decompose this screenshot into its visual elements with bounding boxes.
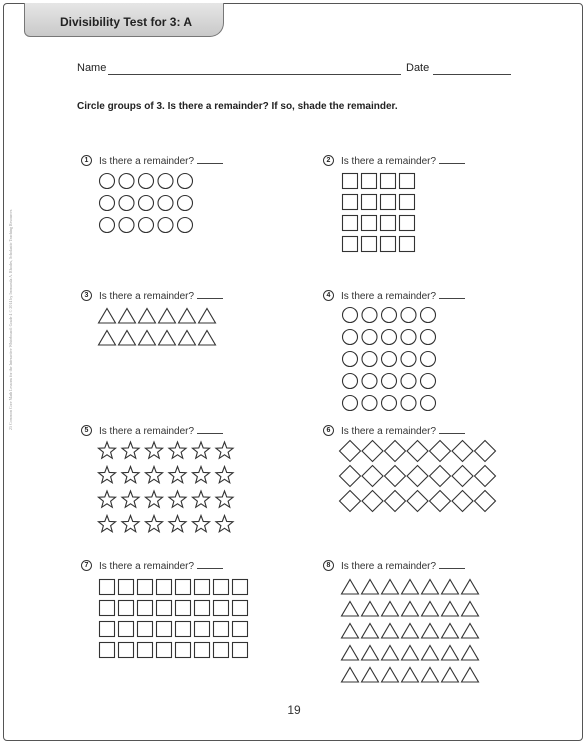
shape-grid-svg (96, 576, 251, 661)
triangle-shape[interactable] (382, 668, 399, 683)
triangle-shape[interactable] (342, 646, 359, 661)
circle-shape[interactable] (401, 374, 416, 389)
diamond-shape[interactable] (407, 491, 428, 512)
answer-blank[interactable] (439, 154, 465, 164)
star-shape[interactable] (122, 516, 139, 532)
square-shape[interactable] (157, 622, 172, 637)
square-shape[interactable] (343, 237, 358, 252)
triangle-shape[interactable] (462, 624, 479, 639)
diamond-shape[interactable] (362, 491, 383, 512)
diamond-shape[interactable] (430, 491, 451, 512)
star-shape[interactable] (192, 491, 209, 507)
shape-grid (342, 307, 439, 414)
date-field-line[interactable] (433, 74, 511, 75)
diamond-shape[interactable] (340, 491, 361, 512)
circle-shape[interactable] (119, 218, 134, 233)
triangle-shape[interactable] (422, 580, 439, 595)
star-shape[interactable] (98, 442, 115, 458)
remainder-question: Is there a remainder? (341, 154, 465, 167)
circle-shape[interactable] (382, 308, 397, 323)
circle-shape[interactable] (362, 396, 377, 411)
square-shape[interactable] (100, 580, 115, 595)
square-shape[interactable] (176, 622, 191, 637)
square-shape[interactable] (119, 643, 134, 658)
square-shape[interactable] (362, 174, 377, 189)
star-shape[interactable] (122, 491, 139, 507)
shape-grid (342, 443, 496, 512)
circle-shape[interactable] (158, 218, 173, 233)
square-shape[interactable] (233, 601, 248, 616)
square-shape[interactable] (400, 174, 415, 189)
date-label: Date (406, 62, 430, 74)
triangle-shape[interactable] (422, 668, 439, 683)
triangle-shape[interactable] (402, 624, 419, 639)
diamond-shape[interactable] (385, 466, 406, 487)
shape-grid-svg (339, 170, 418, 255)
square-shape[interactable] (176, 580, 191, 595)
circle-shape[interactable] (139, 174, 154, 189)
triangle-shape[interactable] (119, 331, 136, 346)
circle-shape[interactable] (178, 218, 193, 233)
triangle-shape[interactable] (362, 668, 379, 683)
triangle-shape[interactable] (442, 602, 459, 617)
answer-blank[interactable] (439, 289, 465, 299)
star-shape[interactable] (192, 516, 209, 532)
diamond-shape[interactable] (407, 466, 428, 487)
triangle-shape[interactable] (139, 331, 156, 346)
diamond-shape[interactable] (430, 466, 451, 487)
triangle-shape[interactable] (402, 668, 419, 683)
triangle-shape[interactable] (442, 646, 459, 661)
shape-grid (99, 579, 251, 661)
diamond-shape[interactable] (475, 491, 496, 512)
triangle-shape[interactable] (342, 602, 359, 617)
answer-blank[interactable] (439, 424, 465, 434)
triangle-shape[interactable] (402, 580, 419, 595)
shape-grid (99, 308, 218, 349)
triangle-shape[interactable] (362, 624, 379, 639)
square-shape[interactable] (100, 622, 115, 637)
triangle-shape[interactable] (342, 580, 359, 595)
circle-shape[interactable] (362, 352, 377, 367)
star-shape[interactable] (216, 442, 233, 458)
shape-grid-svg (96, 170, 196, 236)
triangle-shape[interactable] (462, 668, 479, 683)
answer-blank[interactable] (439, 559, 465, 569)
circle-shape[interactable] (421, 396, 436, 411)
copyright-credit: 25 Common Core Math Lessons for the Interactive Whiteboard: Grade 4 © 2014 by Immacula A. Rhodes, Scholastic Teaching Resources (8, 209, 13, 430)
square-shape[interactable] (176, 601, 191, 616)
circle-shape[interactable] (100, 174, 115, 189)
circle-shape[interactable] (178, 196, 193, 211)
problem-number-badge: 1 (81, 155, 92, 166)
triangle-shape[interactable] (199, 331, 216, 346)
triangle-shape[interactable] (342, 624, 359, 639)
problem-number-badge: 8 (323, 560, 334, 571)
name-field-line[interactable] (108, 74, 401, 75)
worksheet-title: Divisibility Test for 3: A (60, 15, 193, 29)
square-shape[interactable] (214, 643, 229, 658)
diamond-shape[interactable] (452, 466, 473, 487)
circle-shape[interactable] (401, 308, 416, 323)
triangle-shape[interactable] (99, 309, 116, 324)
triangle-shape[interactable] (362, 646, 379, 661)
square-shape[interactable] (214, 622, 229, 637)
triangle-shape[interactable] (442, 624, 459, 639)
triangle-shape[interactable] (362, 580, 379, 595)
square-shape[interactable] (157, 643, 172, 658)
problem-number-badge: 6 (323, 425, 334, 436)
diamond-shape[interactable] (340, 441, 361, 462)
triangle-shape[interactable] (99, 331, 116, 346)
square-shape[interactable] (157, 580, 172, 595)
instructions: Circle groups of 3. Is there a remainder? If so, shade the remainder. (77, 101, 398, 112)
triangle-shape[interactable] (402, 602, 419, 617)
square-shape[interactable] (100, 643, 115, 658)
circle-shape[interactable] (421, 308, 436, 323)
star-shape[interactable] (122, 442, 139, 458)
square-shape[interactable] (381, 237, 396, 252)
triangle-shape[interactable] (422, 646, 439, 661)
circle-shape[interactable] (158, 196, 173, 211)
square-shape[interactable] (214, 580, 229, 595)
circle-shape[interactable] (343, 374, 358, 389)
square-shape[interactable] (119, 580, 134, 595)
square-shape[interactable] (214, 601, 229, 616)
star-shape[interactable] (145, 516, 162, 532)
triangle-shape[interactable] (382, 580, 399, 595)
circle-shape[interactable] (119, 196, 134, 211)
circle-shape[interactable] (382, 396, 397, 411)
circle-shape[interactable] (343, 330, 358, 345)
triangle-shape[interactable] (179, 331, 196, 346)
triangle-shape[interactable] (462, 646, 479, 661)
remainder-question: Is there a remainder? (341, 289, 465, 302)
page-border (3, 3, 583, 741)
square-shape[interactable] (400, 237, 415, 252)
square-shape[interactable] (119, 622, 134, 637)
circle-shape[interactable] (382, 374, 397, 389)
star-shape[interactable] (98, 467, 115, 483)
star-shape[interactable] (192, 467, 209, 483)
triangle-shape[interactable] (422, 602, 439, 617)
problem-number-badge: 5 (81, 425, 92, 436)
diamond-shape[interactable] (385, 491, 406, 512)
star-shape[interactable] (169, 442, 186, 458)
circle-shape[interactable] (343, 308, 358, 323)
star-shape[interactable] (216, 467, 233, 483)
shape-grid (342, 173, 418, 255)
square-shape[interactable] (138, 643, 153, 658)
circle-shape[interactable] (382, 330, 397, 345)
circle-shape[interactable] (178, 174, 193, 189)
shape-grid (342, 579, 481, 686)
name-label: Name (77, 62, 107, 74)
shape-grid-svg (339, 576, 481, 686)
square-shape[interactable] (119, 601, 134, 616)
circle-shape[interactable] (421, 330, 436, 345)
star-shape[interactable] (98, 491, 115, 507)
square-shape[interactable] (381, 195, 396, 210)
shape-grid-svg (96, 305, 218, 349)
square-shape[interactable] (381, 174, 396, 189)
triangle-shape[interactable] (442, 668, 459, 683)
square-shape[interactable] (343, 174, 358, 189)
answer-blank[interactable] (197, 289, 223, 299)
remainder-question: Is there a remainder? (341, 559, 465, 572)
circle-shape[interactable] (401, 352, 416, 367)
star-shape[interactable] (169, 491, 186, 507)
answer-blank[interactable] (197, 154, 223, 164)
answer-blank[interactable] (197, 559, 223, 569)
star-shape[interactable] (98, 516, 115, 532)
circle-shape[interactable] (343, 396, 358, 411)
circle-shape[interactable] (343, 352, 358, 367)
square-shape[interactable] (138, 580, 153, 595)
remainder-question: Is there a remainder? (99, 154, 223, 167)
square-shape[interactable] (138, 622, 153, 637)
square-shape[interactable] (195, 622, 210, 637)
triangle-shape[interactable] (179, 309, 196, 324)
square-shape[interactable] (343, 216, 358, 231)
square-shape[interactable] (195, 580, 210, 595)
square-shape[interactable] (100, 601, 115, 616)
star-shape[interactable] (192, 442, 209, 458)
star-shape[interactable] (216, 516, 233, 532)
triangle-shape[interactable] (442, 580, 459, 595)
star-shape[interactable] (122, 467, 139, 483)
circle-shape[interactable] (401, 396, 416, 411)
shape-grid (99, 443, 236, 536)
triangle-shape[interactable] (462, 580, 479, 595)
diamond-shape[interactable] (407, 441, 428, 462)
problem-number-badge: 7 (81, 560, 92, 571)
triangle-shape[interactable] (382, 602, 399, 617)
square-shape[interactable] (195, 601, 210, 616)
diamond-shape[interactable] (385, 441, 406, 462)
star-shape[interactable] (145, 442, 162, 458)
square-shape[interactable] (400, 216, 415, 231)
circle-shape[interactable] (139, 218, 154, 233)
diamond-shape[interactable] (362, 466, 383, 487)
answer-blank[interactable] (197, 424, 223, 434)
circle-shape[interactable] (119, 174, 134, 189)
star-shape[interactable] (216, 491, 233, 507)
square-shape[interactable] (138, 601, 153, 616)
diamond-shape[interactable] (362, 441, 383, 462)
remainder-question: Is there a remainder? (341, 424, 465, 437)
diamond-shape[interactable] (475, 466, 496, 487)
triangle-shape[interactable] (159, 309, 176, 324)
triangle-shape[interactable] (199, 309, 216, 324)
diamond-shape[interactable] (452, 441, 473, 462)
square-shape[interactable] (362, 195, 377, 210)
shape-grid-svg (339, 440, 496, 512)
circle-shape[interactable] (362, 308, 377, 323)
problem-number-badge: 2 (323, 155, 334, 166)
diamond-shape[interactable] (475, 441, 496, 462)
page-number: 19 (287, 703, 301, 717)
circle-shape[interactable] (421, 352, 436, 367)
square-shape[interactable] (195, 643, 210, 658)
circle-shape[interactable] (401, 330, 416, 345)
star-shape[interactable] (145, 467, 162, 483)
diamond-shape[interactable] (430, 441, 451, 462)
shape-grid-svg (339, 304, 439, 414)
triangle-shape[interactable] (402, 646, 419, 661)
square-shape[interactable] (362, 237, 377, 252)
circle-shape[interactable] (100, 218, 115, 233)
triangle-shape[interactable] (382, 624, 399, 639)
shape-grid (99, 173, 196, 236)
square-shape[interactable] (233, 643, 248, 658)
problem-number-badge: 3 (81, 290, 92, 301)
remainder-question: Is there a remainder? (99, 424, 223, 437)
star-shape[interactable] (145, 491, 162, 507)
triangle-shape[interactable] (342, 668, 359, 683)
circle-shape[interactable] (158, 174, 173, 189)
remainder-question: Is there a remainder? (99, 559, 223, 572)
triangle-shape[interactable] (362, 602, 379, 617)
diamond-shape[interactable] (340, 466, 361, 487)
triangle-shape[interactable] (462, 602, 479, 617)
star-shape[interactable] (169, 516, 186, 532)
triangle-shape[interactable] (139, 309, 156, 324)
circle-shape[interactable] (362, 330, 377, 345)
square-shape[interactable] (176, 643, 191, 658)
square-shape[interactable] (381, 216, 396, 231)
circle-shape[interactable] (382, 352, 397, 367)
square-shape[interactable] (400, 195, 415, 210)
square-shape[interactable] (233, 580, 248, 595)
circle-shape[interactable] (100, 196, 115, 211)
triangle-shape[interactable] (422, 624, 439, 639)
triangle-shape[interactable] (119, 309, 136, 324)
triangle-shape[interactable] (159, 331, 176, 346)
square-shape[interactable] (343, 195, 358, 210)
diamond-shape[interactable] (452, 491, 473, 512)
circle-shape[interactable] (139, 196, 154, 211)
square-shape[interactable] (362, 216, 377, 231)
triangle-shape[interactable] (382, 646, 399, 661)
problem-number-badge: 4 (323, 290, 334, 301)
square-shape[interactable] (233, 622, 248, 637)
circle-shape[interactable] (421, 374, 436, 389)
shape-grid-svg (96, 440, 236, 536)
square-shape[interactable] (157, 601, 172, 616)
star-shape[interactable] (169, 467, 186, 483)
remainder-question: Is there a remainder? (99, 289, 223, 302)
circle-shape[interactable] (362, 374, 377, 389)
